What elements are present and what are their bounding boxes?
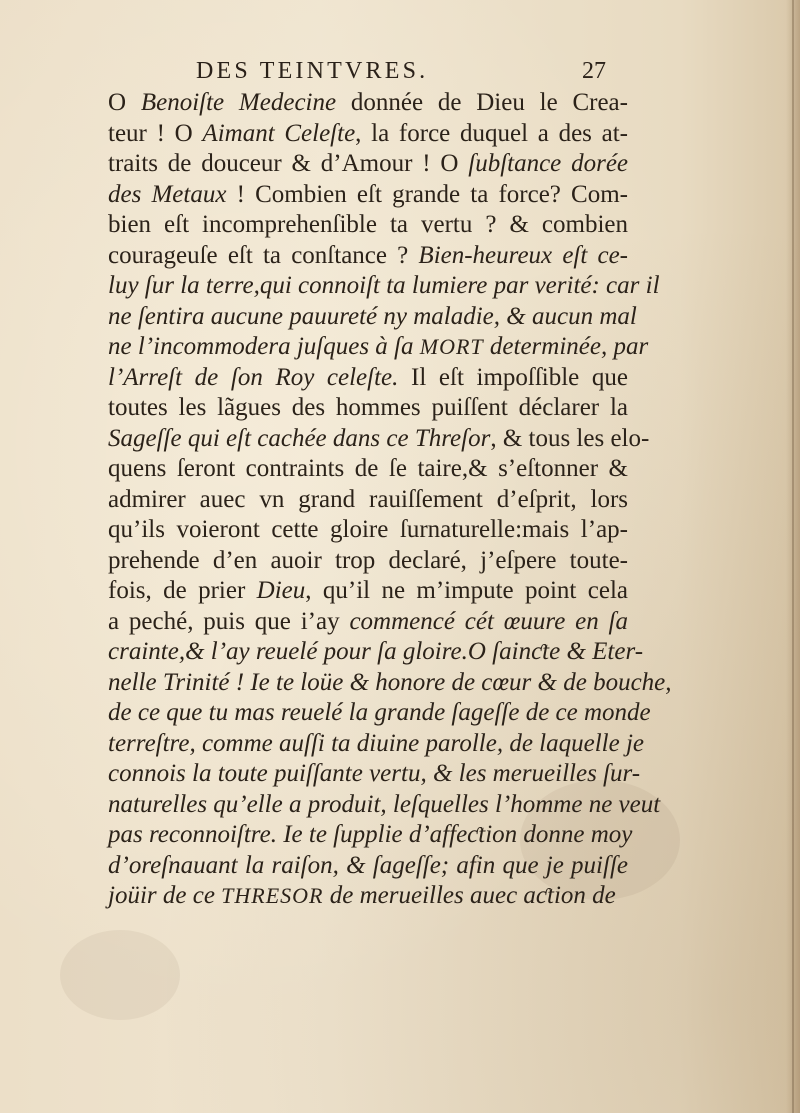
text-segment: prehende d’en auoir trop declaré, j’eſpere toute- [108,546,628,574]
text-segment: O [108,89,141,116]
text-segment: crainte,& l’ay reuelé pour ſa gloire.O ſainƈte & Eter- [108,638,644,665]
text-line [108,393,628,424]
page-header [196,58,606,88]
text-line [108,637,644,668]
text-segment: pas reconnoiſtre. Ie te ſupplie d’affeƈtion donne moy [108,821,633,848]
text-segment: des Metaux [108,180,227,208]
text-line [108,271,660,302]
text-line [108,729,644,760]
text-segment: , & tous les elo- [490,424,650,452]
text-segment: qu’ils voieront cette gloire ſurnaturelle:mais l’ap- [108,516,628,543]
text-segment: ! Combien eſt grande ta force? Com- [226,180,628,208]
text-segment: d’oreſnauant la raiſon, & ſageſſe; afin que je puiſſe [108,851,628,879]
text-segment: THRESOR [221,883,324,908]
text-segment: l’Arreſt de ſon Roy celeſte. [108,363,399,391]
text-line [108,546,628,577]
text-segment: toutes les lãgues des hommes puiſſent déclarer la [108,394,628,421]
text-segment: Aimant Celeſte [202,119,356,147]
text-line [108,607,628,638]
text-segment: traits de douceur & d’Amour ! O [108,150,469,177]
text-line [108,149,628,180]
text-segment: ne l’incommodera juſques à ſa [108,333,420,360]
text-segment: , la force duquel a des at- [355,119,628,147]
text-line [108,363,628,394]
text-line [108,698,651,729]
text-line [108,820,633,851]
text-segment: quens ſeront contraints de ſe taire,& s’eſtonner & [108,455,628,482]
text-segment: fois, de prier [108,577,257,604]
text-segment: ſubſtance dorée [468,150,629,177]
text-segment: MORT [419,334,484,359]
text-line [108,790,661,821]
page-edge [786,0,800,1113]
text-segment: commencé cét œuure en ſa [349,607,629,635]
text-segment: donnée de Dieu le Crea- [336,89,628,116]
text-segment: Il eſt impoſſible que [398,363,628,391]
text-line [108,485,628,516]
text-segment: Sageſſe qui eſt cachée dans ce Threſor [108,424,491,452]
text-line [108,424,650,455]
text-segment: naturelles qu’elle a produit, leſquelles l’homme ne veut [108,790,661,818]
page-number: 27 [582,58,606,84]
text-segment: joüir de ce [108,882,222,909]
text-line [108,851,628,882]
text-line [108,241,628,272]
text-line [108,881,628,912]
text-segment: ne ſentira aucune pauureté ny maladie, & aucun mal [108,302,637,330]
running-title: DES TEINTVRES. [196,58,429,84]
text-segment: admirer auec vn grand rauiſſement d’eſprit, lors [108,485,628,513]
text-segment: Bien-heureux eſt ce- [418,241,628,269]
text-segment: connois la toute puiſſante vertu, & les merueilles ſur- [108,760,641,787]
text-line [108,515,628,546]
text-segment: luy ſur la terre,qui connoiſt ta lumiere par verité: car il [108,272,660,299]
text-segment: , qu’il ne m’impute point cela [305,577,628,604]
body-text [108,88,672,912]
text-line [108,119,628,150]
text-line [108,210,628,241]
text-line [108,576,628,607]
text-segment: Dieu [256,577,306,604]
text-segment: terreſtre, comme auſſi ta diuine parolle, de laquelle je [108,729,644,757]
text-line [108,454,628,485]
text-line [108,332,649,363]
text-line [108,302,637,333]
text-segment: a peché, puis que i’ay [108,607,350,635]
text-segment: nelle Trinité ! Ie te loüe & honore de cœur & de bouche, [108,668,672,696]
text-segment: teur ! O [108,119,203,147]
text-line [108,668,672,699]
text-segment: Benoiſte Medecine [140,89,337,116]
text-segment: determinée, par [483,333,649,360]
paper-stain [60,930,180,1020]
text-segment: courageuſe eſt ta conſtance ? [108,241,419,269]
text-segment: de ce que tu mas reuelé la grande ſageſſe de ce monde [108,699,651,726]
text-line [108,88,628,119]
text-line [108,759,641,790]
text-segment: bien eſt incomprehenſible ta vertu ? & combien [108,211,628,238]
text-line [108,180,628,211]
text-segment: de merueilles auec aƈtion de [323,882,616,909]
